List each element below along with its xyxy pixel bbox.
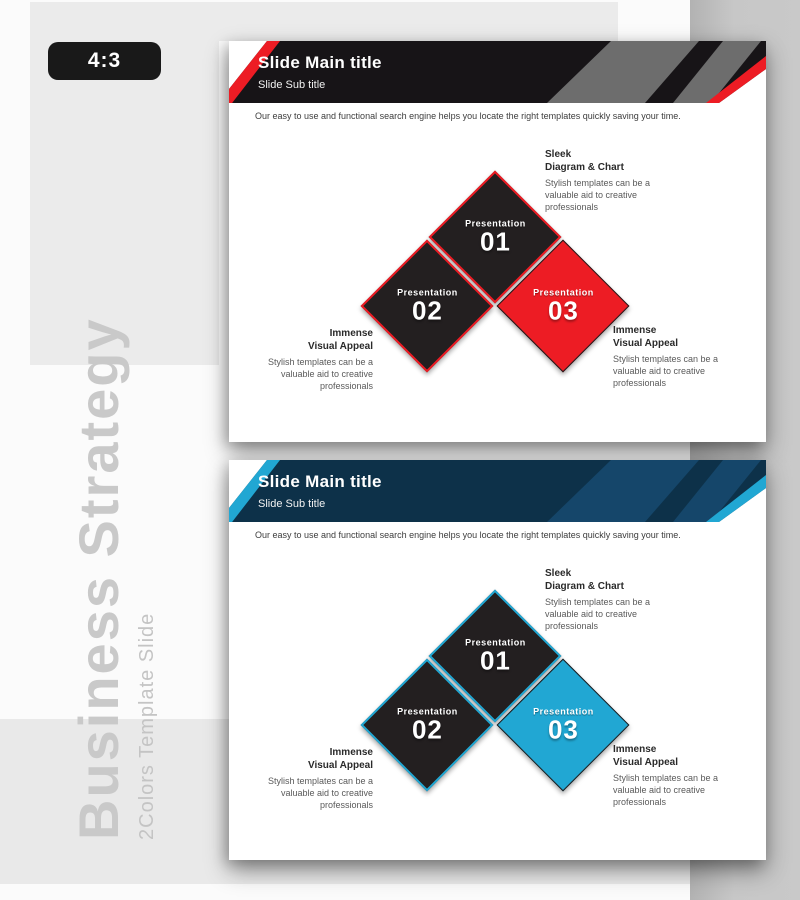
caption-heading: Visual Appeal <box>307 759 373 771</box>
caption-heading: Sleek <box>545 568 572 579</box>
diamond-number: 03 <box>547 714 579 745</box>
watermark-title: Business Strategy <box>67 317 130 840</box>
caption-sleek-diagram <box>545 149 670 213</box>
caption-heading: Diagram & Chart <box>545 580 624 592</box>
diamond-number: 01 <box>479 226 511 257</box>
diamond-label: Presentation <box>464 637 526 648</box>
caption-immense-left <box>249 328 373 392</box>
diamond-label: Presentation <box>532 287 594 298</box>
slide-preview-blue[interactable] <box>229 460 766 860</box>
slide-main-title: Slide Main title <box>258 472 382 491</box>
slide-sub-title: Slide Sub title <box>258 498 326 510</box>
caption-immense-right <box>613 744 741 808</box>
caption-body: Stylish templates can be a valuable aid to creative professionals <box>613 354 719 389</box>
caption-heading: Immense <box>613 744 657 755</box>
diamond-number: 03 <box>547 295 579 326</box>
caption-heading: Immense <box>329 747 373 758</box>
caption-heading: Immense <box>613 325 657 336</box>
caption-body: Stylish templates can be a valuable aid to creative professionals <box>613 773 719 808</box>
caption-heading: Visual Appeal <box>613 756 679 768</box>
caption-heading: Immense <box>329 328 373 339</box>
slide-sub-title: Slide Sub title <box>258 79 326 91</box>
diamond-label: Presentation <box>464 218 526 229</box>
diamond-label: Presentation <box>532 706 594 717</box>
caption-immense-left <box>249 747 373 811</box>
aspect-ratio-badge <box>48 42 161 80</box>
caption-immense-right <box>613 325 741 389</box>
slide-header <box>229 460 766 522</box>
caption-heading: Visual Appeal <box>613 337 679 349</box>
slide-intro-text: Our easy to use and functional search engine helps you locate the right templates quickly saving your time. <box>255 111 681 121</box>
caption-heading: Sleek <box>545 149 572 160</box>
caption-body: Stylish templates can be a valuable aid to creative professionals <box>545 597 651 632</box>
diamond-number: 01 <box>479 645 511 676</box>
diamond-number: 02 <box>411 714 443 745</box>
diamond-number: 02 <box>411 295 443 326</box>
slide-preview-red[interactable] <box>229 41 766 442</box>
diamond-label: Presentation <box>396 287 458 298</box>
slide-header <box>229 41 766 103</box>
slide-intro-text: Our easy to use and functional search engine helps you locate the right templates quickly saving your time. <box>255 530 681 540</box>
caption-body: Stylish templates can be a valuable aid to creative professionals <box>267 357 373 392</box>
caption-sleek-diagram <box>545 568 670 632</box>
caption-heading: Visual Appeal <box>307 340 373 352</box>
caption-body: Stylish templates can be a valuable aid to creative professionals <box>545 178 651 213</box>
slide-main-title: Slide Main title <box>258 53 382 72</box>
watermark-subtitle: 2Colors Template Slide <box>136 612 158 840</box>
aspect-ratio-label: 4:3 <box>87 49 122 72</box>
caption-heading: Diagram & Chart <box>545 161 624 173</box>
diamond-label: Presentation <box>396 706 458 717</box>
caption-body: Stylish templates can be a valuable aid to creative professionals <box>267 776 373 811</box>
